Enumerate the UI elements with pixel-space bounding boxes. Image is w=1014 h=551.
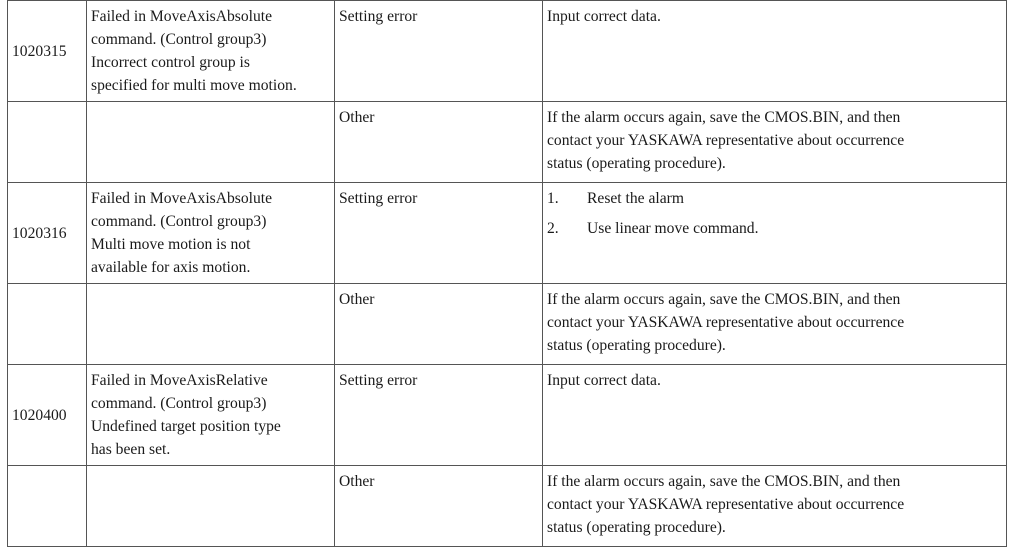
cause-cell bbox=[335, 102, 543, 183]
cause-cell bbox=[335, 1, 543, 102]
step-text: Reset the alarm bbox=[587, 190, 684, 207]
alarm-code-cell bbox=[8, 365, 87, 466]
table-row bbox=[8, 365, 1007, 466]
empty-cell bbox=[87, 466, 335, 547]
alarm-description-cell bbox=[87, 365, 335, 466]
alarm-code-cell bbox=[8, 183, 87, 284]
description-line: Multi move motion is not bbox=[91, 236, 251, 253]
description-line: has been set. bbox=[91, 441, 171, 458]
description-line: command. (Control group3) bbox=[91, 395, 267, 412]
step-text: Use linear move command. bbox=[587, 220, 759, 237]
description-line: command. (Control group3) bbox=[91, 213, 267, 230]
remedy-line: status (operating procedure). bbox=[547, 519, 726, 536]
step-number: 2. bbox=[547, 220, 559, 237]
description-line: Failed in MoveAxisRelative bbox=[91, 372, 268, 389]
cause-text: Other bbox=[339, 473, 375, 490]
step-number: 1. bbox=[547, 190, 559, 207]
description-line: command. (Control group3) bbox=[91, 31, 267, 48]
empty-cell bbox=[87, 284, 335, 365]
alarm-table bbox=[7, 0, 1007, 547]
remedy-cell bbox=[543, 183, 1007, 284]
remedy-line: contact your YASKAWA representative about occurrence bbox=[547, 314, 905, 331]
remedy-cell bbox=[543, 466, 1007, 547]
remedy-line: contact your YASKAWA representative about occurrence bbox=[547, 496, 905, 513]
remedy-line: If the alarm occurs again, save the CMOS.BIN, and then bbox=[547, 291, 901, 308]
description-line: Incorrect control group is bbox=[91, 54, 250, 71]
empty-cell bbox=[8, 466, 87, 547]
description-line: Failed in MoveAxisAbsolute bbox=[91, 190, 273, 207]
cause-text: Setting error bbox=[339, 8, 418, 25]
remedy-text: Input correct data. bbox=[547, 8, 661, 25]
description-line: available for axis motion. bbox=[91, 259, 251, 276]
cause-cell bbox=[335, 284, 543, 365]
cause-text: Setting error bbox=[339, 372, 418, 389]
remedy-steps bbox=[547, 187, 1002, 240]
empty-cell bbox=[8, 284, 87, 365]
alarm-code: 1020315 bbox=[12, 42, 67, 60]
alarm-code-cell bbox=[8, 1, 87, 102]
cause-cell bbox=[335, 466, 543, 547]
remedy-line: contact your YASKAWA representative about occurrence bbox=[547, 132, 905, 149]
remedy-step bbox=[547, 187, 1002, 210]
description-line: Undefined target position type bbox=[91, 418, 281, 435]
remedy-cell bbox=[543, 284, 1007, 365]
alarm-description-cell bbox=[87, 183, 335, 284]
empty-cell bbox=[8, 102, 87, 183]
description-line: Failed in MoveAxisAbsolute bbox=[91, 8, 273, 25]
description-line: specified for multi move motion. bbox=[91, 77, 297, 94]
empty-cell bbox=[87, 102, 335, 183]
remedy-line: status (operating procedure). bbox=[547, 337, 726, 354]
cause-text: Setting error bbox=[339, 190, 418, 207]
table-row bbox=[8, 183, 1007, 284]
alarm-code: 1020316 bbox=[12, 224, 67, 242]
remedy-cell bbox=[543, 1, 1007, 102]
alarm-description-cell bbox=[87, 1, 335, 102]
cause-text: Other bbox=[339, 109, 375, 126]
table-row bbox=[8, 1, 1007, 102]
cause-cell bbox=[335, 365, 543, 466]
remedy-line: If the alarm occurs again, save the CMOS.BIN, and then bbox=[547, 109, 901, 126]
remedy-cell bbox=[543, 365, 1007, 466]
table-row bbox=[8, 102, 1007, 183]
remedy-cell bbox=[543, 102, 1007, 183]
cause-text: Other bbox=[339, 291, 375, 308]
remedy-text: Input correct data. bbox=[547, 372, 661, 389]
remedy-line: If the alarm occurs again, save the CMOS.BIN, and then bbox=[547, 473, 901, 490]
table-row bbox=[8, 284, 1007, 365]
table-row bbox=[8, 466, 1007, 547]
remedy-line: status (operating procedure). bbox=[547, 155, 726, 172]
remedy-step bbox=[547, 217, 1002, 240]
alarm-code: 1020400 bbox=[12, 406, 67, 424]
cause-cell bbox=[335, 183, 543, 284]
